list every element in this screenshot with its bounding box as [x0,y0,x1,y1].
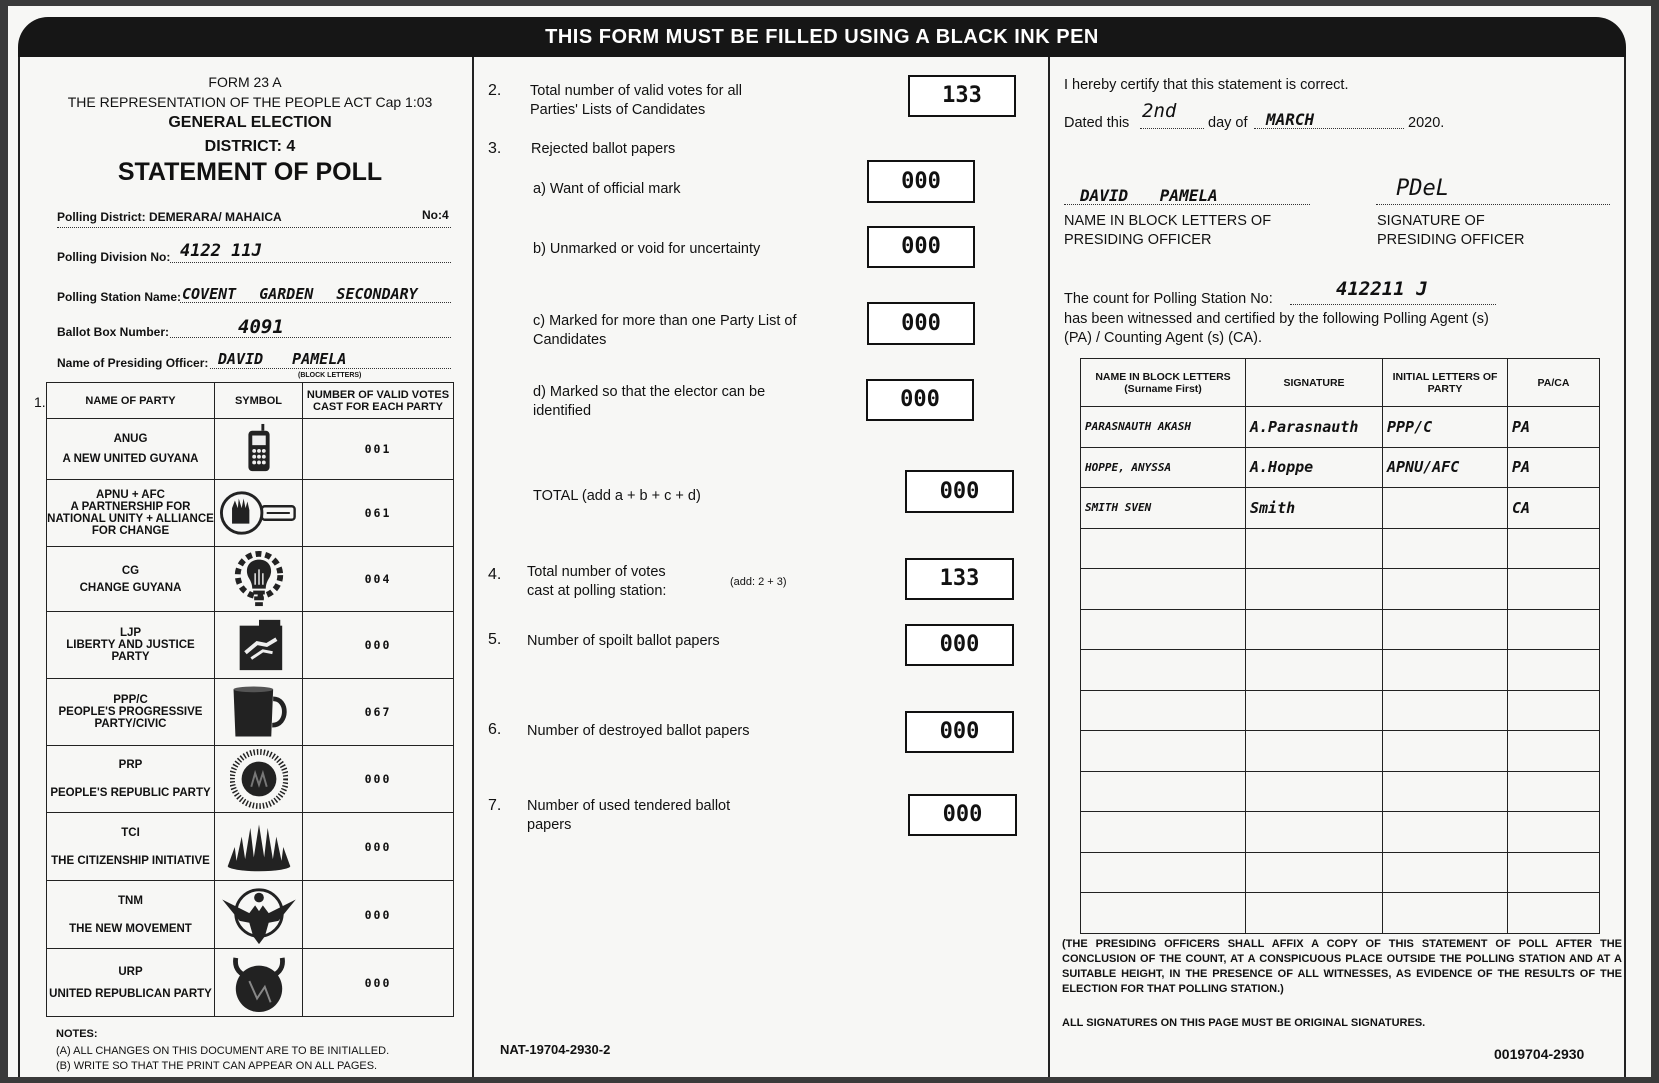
symbol-cell [215,813,303,881]
item-6-number: 6. [488,721,502,738]
presiding-dotline [210,368,451,369]
symbol-cell [215,949,303,1017]
agents-table-header [1081,359,1600,407]
empty-cell[interactable] [1508,731,1600,772]
table-row [47,480,454,547]
item-7-label: Number of used tendered ballot papers [527,798,731,833]
total-label: TOTAL (add a + b + c + d) [533,488,701,504]
party-abbr: ANUG [113,433,148,445]
table-row [1081,771,1600,812]
empty-cell[interactable] [1508,569,1600,610]
empty-cell[interactable] [1246,569,1383,610]
table-row [1081,893,1600,934]
party-full-name: CHANGE GUYANA [79,581,182,594]
party-abbr: TCI [121,826,140,839]
symbol-cell [215,547,303,612]
col-votes: NUMBER OF VALID VOTES CAST FOR EACH PARTY [303,383,454,419]
hand-key-icon [220,487,298,539]
polling-district-label: Polling District: DEMERARA/ MAHAICA [57,210,282,224]
instruction-banner: THIS FORM MUST BE FILLED USING A BLACK INK PEN [18,17,1626,57]
empty-cell[interactable] [1081,771,1246,812]
agent-party[interactable] [1383,488,1508,529]
symbol-cell [215,881,303,949]
votes-cell[interactable]: 000 [303,813,454,881]
party-name-cell [47,813,215,881]
cup-icon [226,683,292,741]
count-rest: has been witnessed and certified by the following Polling Agent (s) (PA) / Counting Agent (s) (CA). [1064,311,1489,346]
item-4-value-box[interactable]: 133 [905,558,1014,600]
station-label: Polling Station Name: [57,290,182,304]
ballot-box-dotline [170,337,451,338]
empty-cell[interactable] [1383,893,1508,934]
certify-text: I hereby certify that this statement is correct. [1064,77,1349,93]
item-4-label: Total number of votes cast at polling station: [527,564,667,599]
empty-cell[interactable] [1081,569,1246,610]
empty-cell[interactable] [1246,528,1383,569]
district-title: DISTRICT: 4 [204,138,296,155]
divider-left [472,57,474,1077]
table-row [1081,407,1600,448]
agent-party[interactable]: PPP/C [1383,407,1508,448]
table-row [47,419,454,480]
empty-cell[interactable] [1081,731,1246,772]
item-6-value-box[interactable]: 000 [905,711,1014,753]
party-abbr: PPP/C [113,694,148,706]
table-row [1081,488,1600,529]
party-full-name: A NEW UNITED GUYANA [62,453,199,465]
item-2-number: 2. [488,82,502,99]
table-row [1081,852,1600,893]
empty-cell[interactable] [1383,569,1508,610]
party-votes-table [46,382,454,1017]
signatures-note: ALL SIGNATURES ON THIS PAGE MUST BE ORIGINAL SIGNATURES. [1062,1017,1426,1029]
table-row [1081,528,1600,569]
empty-cell[interactable] [1383,771,1508,812]
border-left [18,57,20,1077]
empty-cell[interactable] [1383,528,1508,569]
item-3-number: 3. [488,140,502,157]
empty-cell[interactable] [1508,771,1600,812]
empty-cell[interactable] [1081,609,1246,650]
form-reference: NAT-19704-2930-2 [500,1042,611,1057]
table-row [47,881,454,949]
item-3d-value-box[interactable]: 000 [866,379,974,421]
empty-cell[interactable] [1383,609,1508,650]
party-name-cell [47,547,215,612]
officer-name-value[interactable]: DAVID PAMELA [1080,186,1218,205]
block-letters-caption: (BLOCK LETTERS) [298,372,362,379]
dated-prefix: Dated this [1064,115,1130,131]
votes-cell[interactable]: 067 [303,679,454,746]
col-agent-role: PA/CA [1508,359,1600,407]
votes-cell[interactable]: 000 [303,881,454,949]
empty-cell[interactable] [1508,650,1600,691]
party-full-name: PEOPLE'S PROGRESSIVE PARTY/CIVIC [58,706,203,730]
party-abbr: TNM [118,894,143,907]
presiding-label: Name of Presiding Officer: [57,356,209,370]
empty-cell[interactable] [1081,690,1246,731]
agent-signature[interactable]: Smith [1246,488,1383,529]
votes-cell[interactable]: 000 [303,949,454,1017]
form-number: FORM 23 A [208,74,282,90]
party-full-name: THE CITIZENSHIP INITIATIVE [51,854,210,867]
table-row [47,949,454,1017]
empty-cell[interactable] [1246,609,1383,650]
agent-role[interactable]: PA [1508,447,1600,488]
item-3-label: Rejected ballot papers [531,141,676,157]
party-table-header [47,383,454,419]
table-row [47,746,454,813]
symbol-cell [215,480,303,547]
district-dotline [57,227,451,228]
item-2-label: Total number of valid votes for all Parties' Lists of Candidates [530,83,742,118]
agent-role[interactable]: CA [1508,488,1600,529]
table-row [1081,569,1600,610]
table-row [1081,812,1600,853]
count-station-line [1290,304,1496,305]
cellphone-icon [230,423,288,475]
party-name-cell [47,419,215,480]
item-1-number: 1. [34,394,46,410]
item-5-value-box[interactable]: 000 [905,624,1014,666]
col-agent-party: INITIAL LETTERS OF PARTY [1383,359,1508,407]
party-abbr: PRP [118,759,143,771]
bull-icon [230,952,288,1014]
officer-name-line [1064,204,1310,205]
name-caption: NAME IN BLOCK LETTERS OF PRESIDING OFFICER [1064,213,1272,248]
item-7-number: 7. [488,797,502,814]
division-value[interactable]: 4122 11J [180,241,262,261]
count-station-value[interactable]: 412211 J [1336,278,1428,300]
page-title: STATEMENT OF POLL [117,158,383,186]
item-4-hint: (add: 2 + 3) [730,576,787,588]
col-symbol: SYMBOL [215,383,303,419]
empty-cell[interactable] [1081,528,1246,569]
party-abbr: LJP [119,627,142,639]
col-party-name: NAME OF PARTY [47,383,215,419]
act-title: THE REPRESENTATION OF THE PEOPLE ACT Cap 1:03 [67,94,433,110]
divider-right [1048,57,1050,1077]
serial-number: 0019704-2930 [1494,1046,1585,1062]
empty-cell[interactable] [1383,690,1508,731]
party-name-cell [47,949,215,1017]
presiding-value[interactable]: DAVID PAMELA [218,350,347,368]
ballot-box-value[interactable]: 4091 [238,316,284,338]
votes-cell[interactable]: 001 [303,419,454,480]
agents-table [1080,358,1600,934]
notes-title: NOTES: [56,1028,98,1040]
empty-cell[interactable] [1508,852,1600,893]
affix-note: (THE PRESIDING OFFICERS SHALL AFFIX A COPY OF THIS STATEMENT OF POLL AFTER THE CONCLUSION OF THE COUNT, AT A CONSPICUOUS PLACE OUTSIDE THE POLLING STATION AND AT A SUITABLE HEIGHT, IN THE PRESENCE OF ALL WITNESSES, AS EVIDENCE OF THE RESULTS OF THE ELECTION FOR THAT POLLING STATION.) [1062,938,1622,995]
table-row [1081,609,1600,650]
dated-month-value[interactable]: MARCH [1266,110,1315,129]
agent-name[interactable]: SMITH SVEN [1081,488,1246,529]
symbol-cell [215,679,303,746]
note-a: (A) ALL CHANGES ON THIS DOCUMENT ARE TO BE INITIALLED. [56,1045,390,1057]
empty-cell[interactable] [1246,852,1383,893]
party-abbr: CG [121,564,140,577]
table-row [1081,731,1600,772]
agent-role[interactable]: PA [1508,407,1600,448]
item-3a-value-box[interactable]: 000 [867,160,975,203]
item-2-value-box[interactable]: 133 [908,75,1016,117]
party-full-name: UNITED REPUBLICAN PARTY [49,987,212,1000]
empty-cell[interactable] [1246,650,1383,691]
dated-mid: day of [1208,115,1248,131]
table-row [1081,447,1600,488]
empty-cell[interactable] [1508,893,1600,934]
table-row [1081,690,1600,731]
sun-icon [230,749,288,809]
item-3c-value-box[interactable]: 000 [867,302,975,345]
dated-day-value[interactable]: 2nd [1142,100,1177,122]
col-agent-signature: SIGNATURE [1246,359,1383,407]
item-6-label: Number of destroyed ballot papers [527,723,750,739]
dated-year: 2020. [1408,115,1445,131]
party-name-cell [47,480,215,547]
officer-signature[interactable]: PDeL [1396,176,1449,201]
party-name-cell [47,612,215,679]
empty-cell[interactable] [1246,771,1383,812]
symbol-cell [215,746,303,813]
empty-cell[interactable] [1508,528,1600,569]
votes-cell[interactable]: 061 [303,480,454,547]
empty-cell[interactable] [1246,731,1383,772]
leaf-burst-icon [219,821,299,873]
item-3d-label: d) Marked so that the elector can be identified [533,384,766,419]
party-full-name: THE NEW MOVEMENT [69,922,192,935]
officer-sig-line [1376,204,1610,205]
item-3a-label: a) Want of official mark [533,181,681,197]
votes-cell[interactable]: 000 [303,612,454,679]
agent-name[interactable]: PARASNAUTH AKASH [1081,407,1246,448]
dated-day-line [1140,128,1204,129]
election-title: GENERAL ELECTION [168,114,332,131]
empty-cell[interactable] [1508,609,1600,650]
table-row [47,547,454,612]
party-abbr: URP [118,965,143,978]
agent-signature[interactable]: A.Hoppe [1246,447,1383,488]
empty-cell[interactable] [1383,650,1508,691]
empty-cell[interactable] [1081,650,1246,691]
table-row [47,612,454,679]
lightbulb-gear-icon [230,550,288,608]
party-full-name: PEOPLE'S REPUBLIC PARTY [50,787,211,799]
empty-cell[interactable] [1081,852,1246,893]
item-3c-label: c) Marked for more than one Party List of Candidates [533,313,797,348]
party-name-cell [47,746,215,813]
empty-cell[interactable] [1081,893,1246,934]
item-3b-label: b) Unmarked or void for uncertainty [533,241,761,257]
count-prefix: The count for Polling Station No: [1064,291,1273,307]
item-4-number: 4. [488,566,502,583]
empty-cell[interactable] [1383,852,1508,893]
note-b: (B) WRITE SO THAT THE PRINT CAN APPEAR ON ALL PAGES. [56,1060,378,1072]
col-agent-name: NAME IN BLOCK LETTERS (Surname First) [1081,359,1246,407]
agent-signature[interactable]: A.Parasnauth [1246,407,1383,448]
table-row [1081,650,1600,691]
station-value[interactable]: COVENT GARDEN SECONDARY [182,285,418,303]
empty-cell[interactable] [1508,812,1600,853]
votes-cell[interactable]: 000 [303,746,454,813]
empty-cell[interactable] [1246,812,1383,853]
sig-caption: SIGNATURE OF PRESIDING OFFICER [1377,213,1525,248]
polling-district-no: No:4 [422,208,449,222]
border-right [1624,57,1626,1077]
handshake-icon [230,615,288,675]
item-7-value-box[interactable]: 000 [908,794,1017,836]
empty-cell[interactable] [1383,731,1508,772]
party-full-name: A PARTNERSHIP FOR NATIONAL UNITY + ALLIANCE FOR CHANGE [47,501,214,537]
symbol-cell [215,612,303,679]
party-full-name: LIBERTY AND JUSTICE PARTY [66,639,195,663]
agent-party[interactable]: APNU/AFC [1383,447,1508,488]
item-5-label: Number of spoilt ballot papers [527,633,720,649]
ballot-box-label: Ballot Box Number: [57,325,170,339]
table-row [47,679,454,746]
total-value-box[interactable]: 000 [905,470,1014,513]
division-dotline [170,262,451,263]
empty-cell[interactable] [1383,812,1508,853]
item-3b-value-box[interactable]: 000 [867,226,975,268]
votes-cell[interactable]: 004 [303,547,454,612]
table-row [47,813,454,881]
empty-cell[interactable] [1246,893,1383,934]
division-label: Polling Division No: [57,250,171,264]
symbol-cell [215,419,303,480]
empty-cell[interactable] [1246,690,1383,731]
empty-cell[interactable] [1081,812,1246,853]
item-5-number: 5. [488,631,502,648]
agent-name[interactable]: HOPPE, ANYSSA [1081,447,1246,488]
party-name-cell [47,679,215,746]
party-abbr: APNU + AFC [96,489,165,501]
party-name-cell [47,881,215,949]
empty-cell[interactable] [1508,690,1600,731]
eagle-icon [219,884,299,946]
